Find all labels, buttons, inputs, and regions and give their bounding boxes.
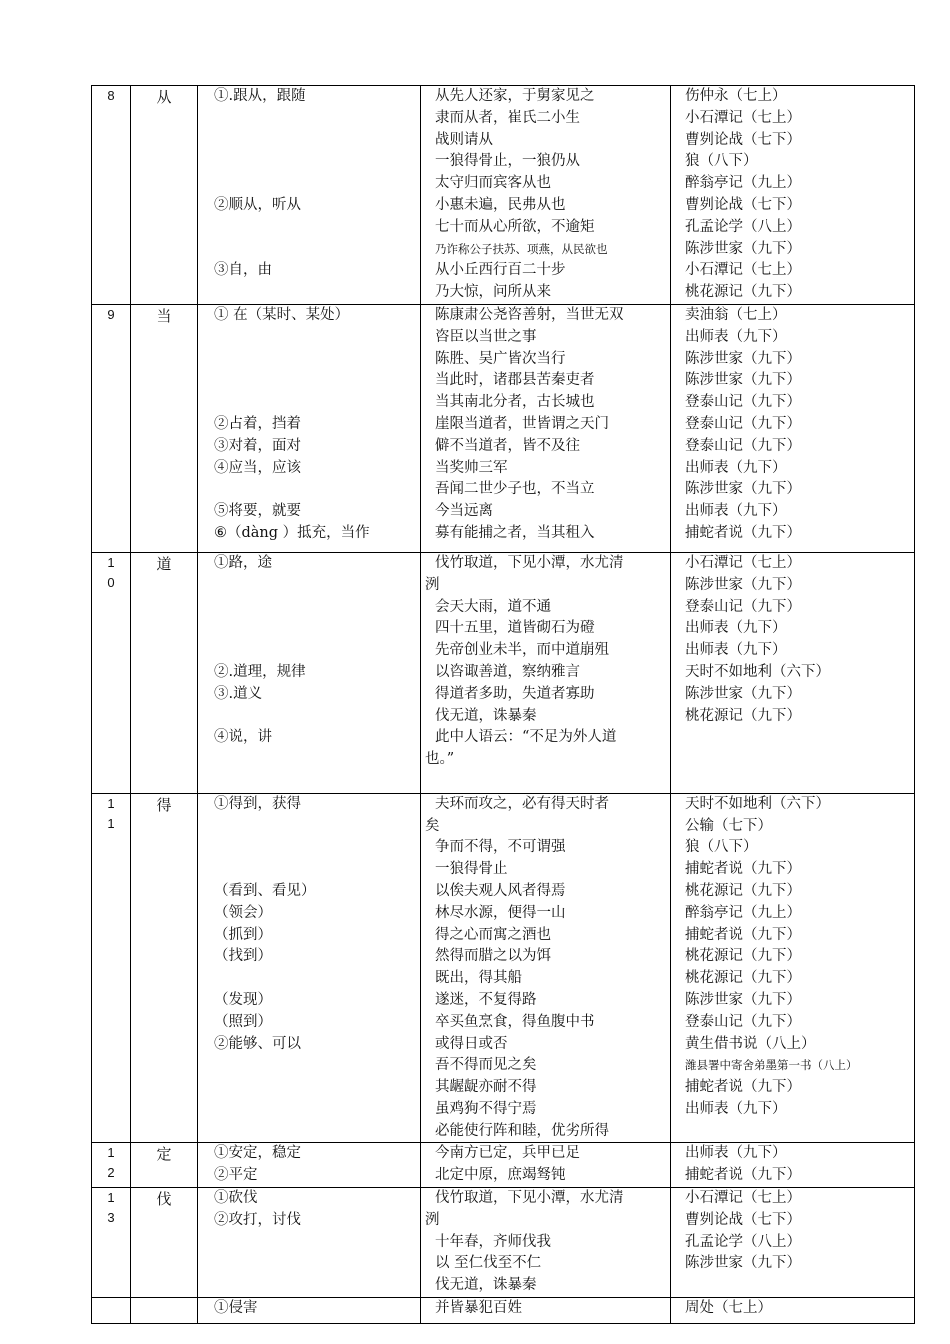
example-sentence: 伐竹取道，下见小潭，水尤清 bbox=[435, 1190, 624, 1207]
meaning-cell bbox=[198, 1143, 421, 1188]
source-title: 卖油翁（七上） bbox=[685, 306, 787, 323]
example-sentence: 此中人语云：“不足为外人道 bbox=[435, 729, 617, 746]
source-cell bbox=[671, 304, 915, 552]
example-sentence: 争而不得，不可谓强 bbox=[435, 839, 566, 856]
example-sentence: 以 至仁伐至不仁 bbox=[435, 1255, 542, 1272]
entry-number: 0 bbox=[107, 574, 115, 590]
meaning-line: ⑤将要，就要 bbox=[214, 503, 301, 520]
source-title: 桃花源记（九下） bbox=[685, 707, 801, 724]
example-sentence: 夫环而攻之，必有得天时者 bbox=[435, 795, 609, 812]
source-title: 潍县署中寄舍弟墨第一书（八上） bbox=[685, 1058, 858, 1073]
example-sentence: 伐无道，诛暴秦 bbox=[435, 707, 537, 724]
meaning-line: ②攻打，讨伐 bbox=[214, 1211, 301, 1228]
example-sentence: 咨臣以当世之事 bbox=[435, 328, 537, 345]
source-title: 桃花源记（九下） bbox=[685, 284, 801, 301]
entry-number: 9 bbox=[107, 306, 115, 322]
meaning-line: ②顺从，听从 bbox=[214, 196, 301, 213]
example-sentence: 然得而腊之以为饵 bbox=[435, 948, 551, 965]
source-title: 捕蛇者说（九下） bbox=[685, 861, 801, 878]
example-sentence: 太守归而宾客从也 bbox=[435, 175, 551, 192]
example-cell bbox=[421, 793, 671, 1143]
source-title: 出师表（九下） bbox=[685, 503, 787, 520]
example-sentence: 乃诈称公子扶苏、项燕，从民欲也 bbox=[435, 241, 608, 256]
meaning-line bbox=[198, 173, 420, 195]
keyword-cell bbox=[131, 86, 198, 305]
example-sentence: 当奖帅三军 bbox=[435, 459, 508, 476]
keyword-cell bbox=[131, 304, 198, 552]
example-sentence: 北定中原，庶竭驽钝 bbox=[435, 1167, 566, 1184]
example-sentence: 会天大雨，道不通 bbox=[435, 598, 551, 615]
source-title: 陈涉世家（九下） bbox=[685, 685, 801, 702]
source-title: 登泰山记（九下） bbox=[685, 394, 801, 411]
example-sentence: 吾闻二世少子也，不当立 bbox=[435, 481, 595, 498]
source-title: 捕蛇者说（九下） bbox=[685, 1079, 801, 1096]
meaning-line bbox=[198, 282, 420, 304]
example-sentence: 以咨诹善道，察纳雅言 bbox=[435, 663, 580, 680]
keyword: 得 bbox=[156, 795, 172, 814]
example-sentence: 乃大惊，问所从来 bbox=[435, 284, 551, 301]
source-title: 登泰山记（九下） bbox=[685, 437, 801, 454]
word-meaning-table bbox=[91, 85, 915, 1324]
meaning-line bbox=[198, 816, 420, 838]
source-title: 登泰山记（九下） bbox=[685, 415, 801, 432]
meaning-line bbox=[198, 859, 420, 881]
entry-number-cell bbox=[92, 793, 131, 1143]
source-title: 陈涉世家（九下） bbox=[685, 240, 801, 257]
meaning-line: （看到、看见） bbox=[214, 882, 316, 899]
keyword-cell bbox=[131, 552, 198, 793]
example-sentence: 四十五里，道皆砌石为磴 bbox=[435, 620, 595, 637]
example-sentence: 既出，得其船 bbox=[435, 970, 522, 987]
example-sentence: 虽鸡狗不得宁焉 bbox=[435, 1100, 537, 1117]
table-body bbox=[92, 86, 915, 1324]
entry-number: 1 bbox=[107, 1190, 115, 1206]
example-sentence: 从先人还家，于舅家见之 bbox=[435, 88, 595, 104]
source-title: 陈涉世家（九下） bbox=[685, 372, 801, 389]
source-title: 狼（八下） bbox=[685, 153, 758, 170]
meaning-line bbox=[198, 640, 420, 662]
meaning-line: ②占着，挡着 bbox=[214, 415, 301, 432]
example-sentence: 其龌龊亦耐不得 bbox=[435, 1079, 537, 1096]
keyword-cell bbox=[131, 793, 198, 1143]
entry-number-cell bbox=[92, 304, 131, 552]
meaning-line bbox=[198, 968, 420, 990]
keyword-cell bbox=[131, 1188, 198, 1298]
example-sentence: 伐无道，诛暴秦 bbox=[435, 1277, 537, 1294]
example-sentence: 从小丘西行百二十步 bbox=[435, 262, 566, 279]
meaning-line: ①侵害 bbox=[214, 1300, 258, 1317]
meaning-line: （照到） bbox=[214, 1013, 272, 1030]
keyword-cell bbox=[131, 1143, 198, 1188]
source-cell bbox=[671, 86, 915, 305]
meaning-cell bbox=[198, 86, 421, 305]
source-title: 出师表（九下） bbox=[685, 1145, 787, 1162]
meaning-line: ①.跟从，跟随 bbox=[214, 88, 306, 104]
meaning-line: ②平定 bbox=[214, 1167, 258, 1184]
meaning-line bbox=[198, 217, 420, 239]
meaning-line bbox=[198, 706, 420, 728]
meaning-line: ①路，途 bbox=[214, 554, 272, 571]
example-sentence: 遂迷，不复得路 bbox=[435, 991, 537, 1008]
example-cell bbox=[421, 304, 671, 552]
example-sentence: 洌 bbox=[425, 576, 440, 593]
source-title: 伤仲永（七上） bbox=[685, 88, 787, 104]
example-cell bbox=[421, 86, 671, 305]
example-cell bbox=[421, 1143, 671, 1188]
example-sentence: 陈康肃公尧咨善射，当世无双 bbox=[435, 306, 624, 323]
example-sentence: 小惠未遍，民弗从也 bbox=[435, 196, 566, 213]
meaning-line bbox=[198, 392, 420, 414]
example-sentence: 当此时，诸郡县苦秦吏者 bbox=[435, 372, 595, 389]
meaning-line: （领会） bbox=[214, 904, 272, 921]
example-cell bbox=[421, 552, 671, 793]
keyword-cell bbox=[131, 1298, 198, 1324]
meaning-line: ①安定，稳定 bbox=[214, 1145, 301, 1162]
example-sentence: 一狼得骨止 bbox=[435, 861, 508, 878]
entry-number: 1 bbox=[107, 795, 115, 811]
source-title: 桃花源记（九下） bbox=[685, 948, 801, 965]
meaning-line bbox=[198, 108, 420, 130]
entry-number: 1 bbox=[107, 1145, 115, 1161]
example-sentence: 洌 bbox=[425, 1211, 440, 1228]
source-title: 陈涉世家（九下） bbox=[685, 576, 801, 593]
keyword: 伐 bbox=[156, 1190, 172, 1209]
source-title: 桃花源记（九下） bbox=[685, 970, 801, 987]
source-title: 天时不如地利（六下） bbox=[685, 663, 830, 680]
meaning-line bbox=[198, 239, 420, 261]
entry-number-cell bbox=[92, 1298, 131, 1324]
source-title: 小石潭记（七上） bbox=[685, 109, 801, 126]
meaning-line bbox=[198, 151, 420, 173]
source-title: 曹刿论战（七下） bbox=[685, 1211, 801, 1228]
meaning-cell bbox=[198, 1298, 421, 1324]
example-sentence: 当其南北分者，古长城也 bbox=[435, 394, 595, 411]
source-title: 出师表（九下） bbox=[685, 642, 787, 659]
source-title: 捕蛇者说（九下） bbox=[685, 524, 801, 541]
source-title: 黄生借书说（八上） bbox=[685, 1035, 816, 1052]
example-sentence: 崖限当道者，世皆谓之天门 bbox=[435, 415, 609, 432]
meaning-line: ①砍伐 bbox=[214, 1190, 258, 1207]
meaning-line: ③对着，面对 bbox=[214, 437, 301, 454]
meaning-line bbox=[198, 327, 420, 349]
source-title: 曹刿论战（七下） bbox=[685, 196, 801, 213]
meaning-cell bbox=[198, 793, 421, 1143]
meaning-line bbox=[198, 837, 420, 859]
source-cell bbox=[671, 1298, 915, 1324]
source-title: 登泰山记（九下） bbox=[685, 1013, 801, 1030]
table-row bbox=[92, 86, 915, 305]
table-row bbox=[92, 1143, 915, 1188]
source-title: 陈涉世家（九下） bbox=[685, 481, 801, 498]
source-title: 捕蛇者说（九下） bbox=[685, 1167, 801, 1184]
entry-number: 1 bbox=[107, 554, 115, 570]
meaning-cell bbox=[198, 552, 421, 793]
example-sentence: 七十而从心所欲，不逾矩 bbox=[435, 218, 595, 235]
source-title: 醉翁亭记（九上） bbox=[685, 175, 801, 192]
meaning-line: （发现） bbox=[214, 991, 272, 1008]
keyword: 道 bbox=[156, 554, 172, 573]
meaning-line bbox=[198, 575, 420, 597]
keyword: 从 bbox=[156, 88, 172, 106]
example-sentence: 伐竹取道，下见小潭，水尤清 bbox=[435, 554, 624, 571]
source-title: 醉翁亭记（九上） bbox=[685, 904, 801, 921]
source-title: 曹刿论战（七下） bbox=[685, 131, 801, 148]
meaning-line: ① 在（某时、某处） bbox=[214, 306, 350, 323]
example-sentence: 得之心而寓之酒也 bbox=[435, 926, 551, 943]
entry-number: 3 bbox=[107, 1210, 115, 1226]
example-sentence: 必能使行阵和睦，优劣所得 bbox=[435, 1122, 609, 1139]
source-title: 桃花源记（九下） bbox=[685, 882, 801, 899]
source-cell bbox=[671, 793, 915, 1143]
example-sentence: 矣 bbox=[425, 817, 440, 834]
meaning-line: （抓到） bbox=[214, 926, 272, 943]
table-row bbox=[92, 552, 915, 793]
meaning-line: ④应当，应该 bbox=[214, 459, 301, 476]
entry-number-cell bbox=[92, 86, 131, 305]
source-title: 出师表（九下） bbox=[685, 328, 787, 345]
source-title: 小石潭记（七上） bbox=[685, 1190, 801, 1207]
example-sentence: 一狼得骨止，一狼仍从 bbox=[435, 153, 580, 170]
source-title: 孔孟论学（八上） bbox=[685, 1233, 801, 1250]
source-title: 陈涉世家（九下） bbox=[685, 991, 801, 1008]
source-title: 周处（七上） bbox=[685, 1300, 772, 1317]
example-sentence: 十年春，齐师伐我 bbox=[435, 1233, 551, 1250]
source-title: 陈涉世家（九下） bbox=[685, 1255, 801, 1272]
meaning-line: ③.道义 bbox=[214, 685, 263, 702]
meaning-cell bbox=[198, 1188, 421, 1298]
source-title: 出师表（九下） bbox=[685, 1100, 787, 1117]
source-title: 公输（七下） bbox=[685, 817, 772, 834]
meaning-line: ②能够、可以 bbox=[214, 1035, 301, 1052]
entry-number-cell bbox=[92, 1143, 131, 1188]
table-row bbox=[92, 304, 915, 552]
keyword: 当 bbox=[156, 306, 172, 325]
example-sentence: 僻不当道者，皆不及往 bbox=[435, 437, 580, 454]
meaning-line bbox=[198, 597, 420, 619]
source-title: 狼（八下） bbox=[685, 839, 758, 856]
source-title: 小石潭记（七上） bbox=[685, 262, 801, 279]
example-sentence: 先帝创业未半，而中道崩殂 bbox=[435, 642, 609, 659]
source-cell bbox=[671, 1188, 915, 1298]
example-sentence: 隶而从者，崔氏二小生 bbox=[435, 109, 580, 126]
meaning-line bbox=[198, 349, 420, 371]
meaning-line: ③自，由 bbox=[214, 262, 272, 279]
example-sentence: 募有能捕之者，当其租入 bbox=[435, 524, 595, 541]
source-title: 捕蛇者说（九下） bbox=[685, 926, 801, 943]
meaning-line: ⑥（dàng ）抵充，当作 bbox=[214, 524, 370, 541]
source-title: 天时不如地利（六下） bbox=[685, 795, 830, 812]
meaning-line: ④说，讲 bbox=[214, 729, 272, 746]
source-title: 出师表（九下） bbox=[685, 620, 787, 637]
example-sentence: 并皆暴犯百姓 bbox=[435, 1300, 522, 1317]
source-cell bbox=[671, 552, 915, 793]
example-sentence: 或得日或否 bbox=[435, 1035, 508, 1052]
meaning-line: ①得到，获得 bbox=[214, 795, 301, 812]
table-row bbox=[92, 1188, 915, 1298]
entry-number: 1 bbox=[107, 815, 115, 831]
example-sentence: 以俟夫观人风者得焉 bbox=[435, 882, 566, 899]
meaning-line bbox=[198, 370, 420, 392]
example-cell bbox=[421, 1188, 671, 1298]
meaning-line bbox=[198, 479, 420, 501]
meaning-line bbox=[198, 749, 420, 771]
example-cell bbox=[421, 1298, 671, 1324]
table-row bbox=[92, 793, 915, 1143]
example-sentence: 今南方已定，兵甲已足 bbox=[435, 1145, 580, 1162]
example-sentence: 吾不得而见之矣 bbox=[435, 1057, 537, 1074]
meaning-line bbox=[198, 771, 420, 793]
source-cell bbox=[671, 1143, 915, 1188]
entry-number: 8 bbox=[107, 88, 115, 103]
example-sentence: 陈胜、吴广皆次当行 bbox=[435, 350, 566, 367]
example-sentence: 林尽水源，便得一山 bbox=[435, 904, 566, 921]
entry-number-cell bbox=[92, 552, 131, 793]
table-row bbox=[92, 1298, 915, 1324]
entry-number-cell bbox=[92, 1188, 131, 1298]
source-title: 出师表（九下） bbox=[685, 459, 787, 476]
example-sentence: 今当远离 bbox=[435, 503, 493, 520]
example-sentence: 也。” bbox=[425, 751, 455, 768]
source-title: 陈涉世家（九下） bbox=[685, 350, 801, 367]
entry-number: 2 bbox=[107, 1165, 115, 1181]
keyword: 定 bbox=[156, 1145, 172, 1164]
meaning-line bbox=[198, 130, 420, 152]
source-title: 登泰山记（九下） bbox=[685, 598, 801, 615]
example-sentence: 得道者多助，失道者寡助 bbox=[435, 685, 595, 702]
example-sentence: 卒买鱼烹食，得鱼腹中书 bbox=[435, 1013, 595, 1030]
meaning-cell bbox=[198, 304, 421, 552]
meaning-line: （找到） bbox=[214, 948, 272, 965]
example-sentence: 战则请从 bbox=[435, 131, 493, 148]
meaning-line bbox=[198, 618, 420, 640]
source-title: 孔孟论学（八上） bbox=[685, 218, 801, 235]
meaning-line: ②.道理，规律 bbox=[214, 663, 306, 680]
source-title: 小石潭记（七上） bbox=[685, 554, 801, 571]
